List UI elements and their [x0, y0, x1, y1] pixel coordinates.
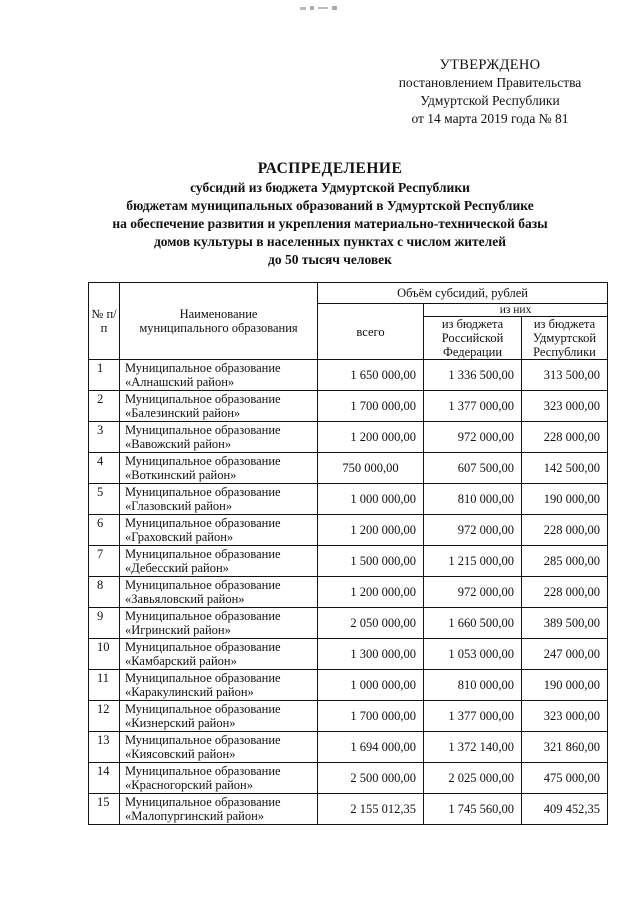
- total-amount: 1 200 000,00: [318, 515, 424, 546]
- table-row: [89, 515, 608, 546]
- table-row: [89, 670, 608, 701]
- table-row: [89, 422, 608, 453]
- approval-block: [380, 56, 600, 128]
- municipality-type: Муниципальное образование: [125, 361, 281, 375]
- total-amount: 2 050 000,00: [318, 608, 424, 639]
- total-amount: 1 200 000,00: [318, 422, 424, 453]
- total-amount: 2 155 012,35: [318, 794, 424, 825]
- title-line: субсидий из бюджета Удмуртской Республики: [190, 180, 470, 195]
- municipality-name: [120, 608, 318, 639]
- header-republic: из бюджета Удмуртской Республики: [522, 317, 608, 360]
- row-number: 7: [89, 546, 120, 577]
- municipality-type: Муниципальное образование: [125, 423, 281, 437]
- municipality-district: «Вавожский район»: [125, 437, 232, 451]
- table-row: [89, 453, 608, 484]
- republic-amount: 323 000,00: [522, 701, 608, 732]
- federal-amount: 1 053 000,00: [424, 639, 522, 670]
- municipality-type: Муниципальное образование: [125, 485, 281, 499]
- federal-amount: 810 000,00: [424, 670, 522, 701]
- total-amount: 1 000 000,00: [318, 670, 424, 701]
- federal-amount: 2 025 000,00: [424, 763, 522, 794]
- row-number: 12: [89, 701, 120, 732]
- total-amount: 1 694 000,00: [318, 732, 424, 763]
- municipality-type: Муниципальное образование: [125, 609, 281, 623]
- total-amount: 1 500 000,00: [318, 546, 424, 577]
- municipality-name: [120, 577, 318, 608]
- municipality-district: «Малопургинский район»: [125, 809, 265, 823]
- municipality-name: [120, 670, 318, 701]
- table-row: [89, 639, 608, 670]
- header-federal: из бюджета Российской Федерации: [424, 317, 522, 360]
- title-heading: РАСПРЕДЕЛЕНИЕ: [257, 160, 403, 177]
- row-number: 9: [89, 608, 120, 639]
- republic-amount: 409 452,35: [522, 794, 608, 825]
- municipality-name: [120, 701, 318, 732]
- municipality-type: Муниципальное образование: [125, 392, 281, 406]
- title-line: до 50 тысяч человек: [268, 252, 392, 267]
- table-row: [89, 608, 608, 639]
- total-amount: 750 000,00: [318, 453, 424, 484]
- federal-amount: 1 336 500,00: [424, 360, 522, 391]
- municipality-district: «Камбарский район»: [125, 654, 237, 668]
- row-number: 11: [89, 670, 120, 701]
- federal-amount: 810 000,00: [424, 484, 522, 515]
- republic-amount: 190 000,00: [522, 670, 608, 701]
- title-line: домов культуры в населенных пунктах с числом жителей: [153, 234, 507, 249]
- table-body: [89, 360, 608, 825]
- row-number: 14: [89, 763, 120, 794]
- republic-amount: 475 000,00: [522, 763, 608, 794]
- table-row: [89, 546, 608, 577]
- federal-amount: 1 660 500,00: [424, 608, 522, 639]
- municipality-type: Муниципальное образование: [125, 640, 281, 654]
- municipality-name: [120, 794, 318, 825]
- municipality-district: «Каракулинский район»: [125, 685, 254, 699]
- total-amount: 1 000 000,00: [318, 484, 424, 515]
- republic-amount: 247 000,00: [522, 639, 608, 670]
- table-row: [89, 484, 608, 515]
- total-amount: 1 700 000,00: [318, 391, 424, 422]
- document-title: [60, 160, 600, 269]
- title-line: бюджетам муниципальных образований в Удмуртской Республике: [126, 198, 534, 213]
- approval-line: Удмуртской Республики: [420, 93, 560, 108]
- approval-line: постановлением Правительства: [398, 75, 582, 90]
- municipality-district: «Завьяловский район»: [125, 592, 245, 606]
- municipality-name: [120, 639, 318, 670]
- row-number: 3: [89, 422, 120, 453]
- header-volume: Объём субсидий, рублей: [318, 283, 608, 304]
- total-amount: 1 300 000,00: [318, 639, 424, 670]
- page-marks-icon: [296, 4, 344, 14]
- municipality-name: [120, 422, 318, 453]
- table-row: [89, 732, 608, 763]
- municipality-type: Муниципальное образование: [125, 547, 281, 561]
- approval-date: от 14 марта 2019 года № 81: [411, 111, 569, 126]
- municipality-type: Муниципальное образование: [125, 516, 281, 530]
- federal-amount: 972 000,00: [424, 515, 522, 546]
- row-number: 8: [89, 577, 120, 608]
- table-row: [89, 577, 608, 608]
- municipality-district: «Игринский район»: [125, 623, 231, 637]
- municipality-district: «Граховский район»: [125, 530, 234, 544]
- municipality-district: «Киясовский район»: [125, 747, 236, 761]
- header-of-which: из них: [424, 304, 608, 317]
- municipality-name: [120, 391, 318, 422]
- federal-amount: 1 377 000,00: [424, 391, 522, 422]
- row-number: 2: [89, 391, 120, 422]
- republic-amount: 228 000,00: [522, 422, 608, 453]
- row-number: 15: [89, 794, 120, 825]
- federal-amount: 1 377 000,00: [424, 701, 522, 732]
- federal-amount: 607 500,00: [424, 453, 522, 484]
- table-row: [89, 763, 608, 794]
- republic-amount: 228 000,00: [522, 577, 608, 608]
- republic-amount: 313 500,00: [522, 360, 608, 391]
- republic-amount: 323 000,00: [522, 391, 608, 422]
- municipality-name: [120, 763, 318, 794]
- row-number: 10: [89, 639, 120, 670]
- total-amount: 1 700 000,00: [318, 701, 424, 732]
- row-number: 4: [89, 453, 120, 484]
- municipality-type: Муниципальное образование: [125, 578, 281, 592]
- republic-amount: 389 500,00: [522, 608, 608, 639]
- municipality-district: «Красногорский район»: [125, 778, 253, 792]
- municipality-type: Муниципальное образование: [125, 702, 281, 716]
- title-line: на обеспечение развития и укрепления материально-технической базы: [112, 216, 548, 231]
- table-row: [89, 794, 608, 825]
- federal-amount: 1 372 140,00: [424, 732, 522, 763]
- municipality-name: [120, 546, 318, 577]
- municipality-type: Муниципальное образование: [125, 764, 281, 778]
- municipality-district: «Алнашский район»: [125, 375, 235, 389]
- municipality-name: [120, 453, 318, 484]
- republic-amount: 321 860,00: [522, 732, 608, 763]
- municipality-name: [120, 515, 318, 546]
- municipality-name: [120, 732, 318, 763]
- municipality-district: «Воткинский район»: [125, 468, 237, 482]
- municipality-district: «Дебесский район»: [125, 561, 229, 575]
- municipality-name: [120, 484, 318, 515]
- total-amount: 2 500 000,00: [318, 763, 424, 794]
- row-number: 13: [89, 732, 120, 763]
- federal-amount: 972 000,00: [424, 577, 522, 608]
- municipality-type: Муниципальное образование: [125, 733, 281, 747]
- federal-amount: 1 215 000,00: [424, 546, 522, 577]
- table-row: [89, 360, 608, 391]
- municipality-district: «Глазовский район»: [125, 499, 233, 513]
- republic-amount: 190 000,00: [522, 484, 608, 515]
- row-number: 6: [89, 515, 120, 546]
- header-name: Наименование муниципального образования: [120, 283, 318, 360]
- municipality-type: Муниципальное образование: [125, 454, 281, 468]
- total-amount: 1 650 000,00: [318, 360, 424, 391]
- header-total: всего: [318, 304, 424, 360]
- federal-amount: 972 000,00: [424, 422, 522, 453]
- federal-amount: 1 745 560,00: [424, 794, 522, 825]
- table-row: [89, 391, 608, 422]
- row-number: 1: [89, 360, 120, 391]
- municipality-district: «Балезинский район»: [125, 406, 241, 420]
- municipality-district: «Кизнерский район»: [125, 716, 236, 730]
- republic-amount: 228 000,00: [522, 515, 608, 546]
- row-number: 5: [89, 484, 120, 515]
- approval-heading: УТВЕРЖДЕНО: [439, 57, 541, 73]
- republic-amount: 285 000,00: [522, 546, 608, 577]
- republic-amount: 142 500,00: [522, 453, 608, 484]
- municipality-type: Муниципальное образование: [125, 795, 281, 809]
- municipality-type: Муниципальное образование: [125, 671, 281, 685]
- municipality-name: [120, 360, 318, 391]
- total-amount: 1 200 000,00: [318, 577, 424, 608]
- header-num: № п/п: [89, 283, 120, 360]
- table-row: [89, 701, 608, 732]
- subsidy-table: [88, 282, 608, 825]
